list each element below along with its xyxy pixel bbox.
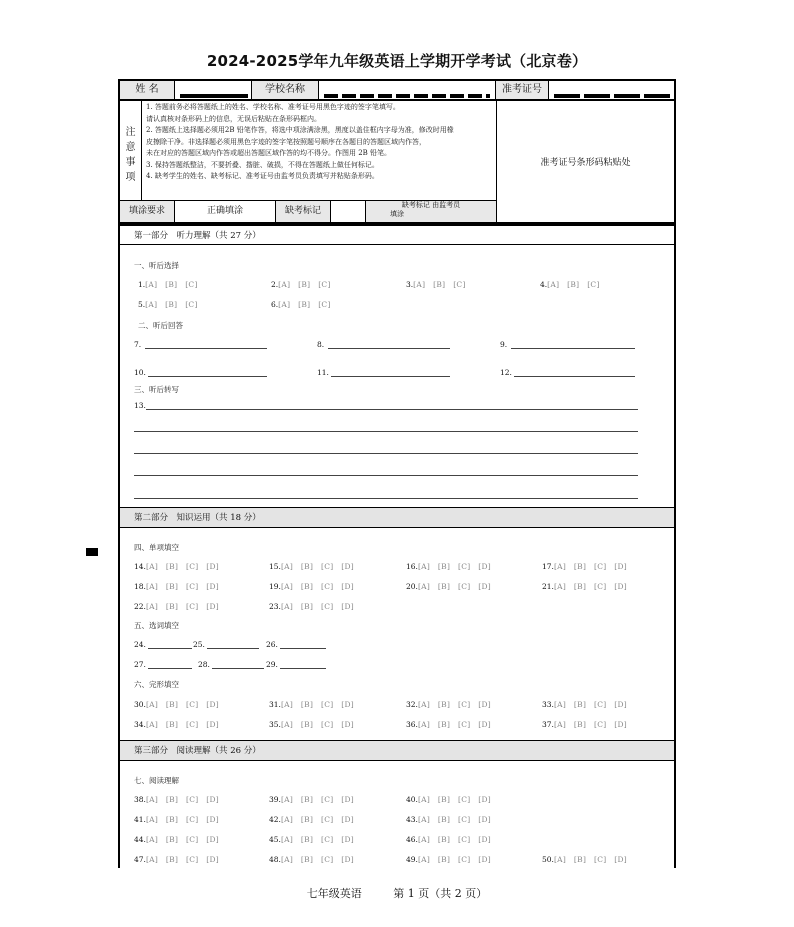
answer-line-28[interactable] <box>212 668 264 669</box>
footer-page-number: 第 1 页（共 2 页） <box>393 887 488 900</box>
question-18[interactable]: 18.[A] [B] [C] [D] <box>134 582 220 591</box>
answer-line-13-2[interactable] <box>134 431 638 432</box>
question-23[interactable]: 23.[A] [B] [C] [D] <box>269 602 355 611</box>
question-26: 26. <box>266 640 278 649</box>
answer-line-25[interactable] <box>207 648 259 649</box>
question-19[interactable]: 19.[A] [B] [C] [D] <box>269 582 355 591</box>
answer-line-24[interactable] <box>148 648 192 649</box>
answer-line-29[interactable] <box>280 668 326 669</box>
question-22[interactable]: 22.[A] [B] [C] [D] <box>134 602 220 611</box>
exam-no-field[interactable] <box>554 94 672 98</box>
question-8: 8. <box>317 340 325 349</box>
barcode-area: 准考证号条形码粘贴处 <box>540 158 631 168</box>
answer-line-13-4[interactable] <box>134 475 638 476</box>
question-20[interactable]: 20.[A] [B] [C] [D] <box>406 582 492 591</box>
answer-line-26[interactable] <box>280 648 326 649</box>
question-42[interactable]: 42.[A] [B] [C] [D] <box>269 815 355 824</box>
question-21[interactable]: 21.[A] [B] [C] [D] <box>542 582 628 591</box>
school-label: 学校名称 <box>252 81 318 99</box>
question-48[interactable]: 48.[A] [B] [C] [D] <box>269 855 355 864</box>
answer-line-10[interactable] <box>148 376 267 377</box>
notes-label: 注 意 事 项 <box>120 101 142 200</box>
question-38[interactable]: 38.[A] [B] [C] [D] <box>134 795 220 804</box>
question-30[interactable]: 30.[A] [B] [C] [D] <box>134 700 220 709</box>
question-1[interactable]: 1.[A] [B] [C] <box>138 280 198 289</box>
question-6[interactable]: 6.[A] [B] [C] <box>271 300 331 309</box>
question-24: 24. <box>134 640 146 649</box>
question-47[interactable]: 47.[A] [B] [C] [D] <box>134 855 220 864</box>
question-36[interactable]: 36.[A] [B] [C] [D] <box>406 720 492 729</box>
page-footer <box>0 885 794 901</box>
notes-text: 1. 答题前务必将答题纸上的姓名、学校名称、准考证号用黑色字迹的签字笔填写。 请认真核对条形码上的信息，无误后粘贴在条形码框内。 2. 答题纸上选择题必须用2B 铅笔作答，将选中项涂满涂黑，黑度以盖住框内字母为准，修改时用橡 皮擦除干净。非选择题必须用黑色字迹的签字笔按照题号顺序在各题目的答题区域内作答， 未在对应的答题区域内作答或超出答题区域作答的均不得分。作图用 2B 铅笔。 3. 保持答题纸整洁，不要折叠、揩脏、破损，不得在答题纸上做任何标记。 4. 缺考学生的姓名、缺考标记、准考证号由监考员负责填写并粘贴条形码。 <box>146 103 454 180</box>
absent-mark-box[interactable] <box>331 201 365 222</box>
question-4[interactable]: 4.[A] [B] [C] <box>540 280 600 289</box>
page-title: 2024-2025学年九年级英语上学期开学考试（北京卷） <box>206 52 588 70</box>
question-15[interactable]: 15.[A] [B] [C] [D] <box>269 562 355 571</box>
answer-sheet <box>118 224 676 868</box>
question-3[interactable]: 3.[A] [B] [C] <box>406 280 466 289</box>
absent-label: 缺考标记 <box>276 201 330 222</box>
question-9: 9. <box>500 340 508 349</box>
fill-req-label: 填涂要求 <box>120 201 174 222</box>
notes-block <box>118 101 676 224</box>
answer-line-27[interactable] <box>148 668 192 669</box>
section-listen-answer: 二、听后回答 <box>138 321 183 330</box>
question-13: 13. <box>134 401 146 410</box>
absent-note: 缺考标记 由监考员 填涂 <box>366 201 496 222</box>
question-41[interactable]: 41.[A] [B] [C] [D] <box>134 815 220 824</box>
footer-subject: 七年级英语 <box>306 887 362 900</box>
section-listen-retell: 三、听后转写 <box>134 385 179 394</box>
answer-line-8[interactable] <box>328 348 450 349</box>
answer-line-13-3[interactable] <box>134 453 638 454</box>
question-27: 27. <box>134 660 146 669</box>
question-12: 12. <box>500 368 512 377</box>
exam-no-label: 准考证号 <box>496 81 548 99</box>
answer-line-12[interactable] <box>514 376 635 377</box>
name-label: 姓 名 <box>120 81 174 99</box>
alignment-mark <box>86 548 98 556</box>
answer-line-9[interactable] <box>511 348 635 349</box>
question-11: 11. <box>317 368 329 377</box>
question-35[interactable]: 35.[A] [B] [C] [D] <box>269 720 355 729</box>
part-1-header: 第一部分 听力理解（共 27 分） <box>120 224 674 245</box>
question-16[interactable]: 16.[A] [B] [C] [D] <box>406 562 492 571</box>
section-cloze: 六、完形填空 <box>134 680 179 689</box>
question-33[interactable]: 33.[A] [B] [C] [D] <box>542 700 628 709</box>
question-43[interactable]: 43.[A] [B] [C] [D] <box>406 815 492 824</box>
question-49[interactable]: 49.[A] [B] [C] [D] <box>406 855 492 864</box>
question-39[interactable]: 39.[A] [B] [C] [D] <box>269 795 355 804</box>
question-45[interactable]: 45.[A] [B] [C] [D] <box>269 835 355 844</box>
question-29: 29. <box>266 660 278 669</box>
question-40[interactable]: 40.[A] [B] [C] [D] <box>406 795 492 804</box>
question-37[interactable]: 37.[A] [B] [C] [D] <box>542 720 628 729</box>
question-7: 7. <box>134 340 142 349</box>
question-44[interactable]: 44.[A] [B] [C] [D] <box>134 835 220 844</box>
question-25: 25. <box>193 640 205 649</box>
question-5[interactable]: 5.[A] [B] [C] <box>138 300 198 309</box>
student-info-row <box>118 79 676 101</box>
fill-req-value: 正确填涂 <box>206 206 243 216</box>
question-50[interactable]: 50.[A] [B] [C] [D] <box>542 855 628 864</box>
part-2-header: 第二部分 知识运用（共 18 分） <box>120 507 674 528</box>
answer-line-13-5[interactable] <box>134 498 638 499</box>
answer-line-11[interactable] <box>331 376 450 377</box>
question-2[interactable]: 2.[A] [B] [C] <box>271 280 331 289</box>
school-field[interactable] <box>324 94 490 98</box>
answer-line-13-1[interactable] <box>146 409 638 410</box>
answer-line-7[interactable] <box>145 348 267 349</box>
question-10: 10. <box>134 368 146 377</box>
part-3-header: 第三部分 阅读理解（共 26 分） <box>120 740 674 761</box>
question-28: 28. <box>198 660 210 669</box>
question-46[interactable]: 46.[A] [B] [C] [D] <box>406 835 492 844</box>
section-single-choice: 四、单项填空 <box>134 543 179 552</box>
question-17[interactable]: 17.[A] [B] [C] [D] <box>542 562 628 571</box>
question-34[interactable]: 34.[A] [B] [C] [D] <box>134 720 220 729</box>
question-31[interactable]: 31.[A] [B] [C] [D] <box>269 700 355 709</box>
section-reading: 七、阅读理解 <box>134 776 179 785</box>
section-listen-choice: 一、听后选择 <box>134 261 179 270</box>
name-field[interactable] <box>180 94 248 98</box>
fill-requirement-row <box>120 201 496 222</box>
question-32[interactable]: 32.[A] [B] [C] [D] <box>406 700 492 709</box>
section-word-fill: 五、选词填空 <box>134 621 179 630</box>
question-14[interactable]: 14.[A] [B] [C] [D] <box>134 562 220 571</box>
